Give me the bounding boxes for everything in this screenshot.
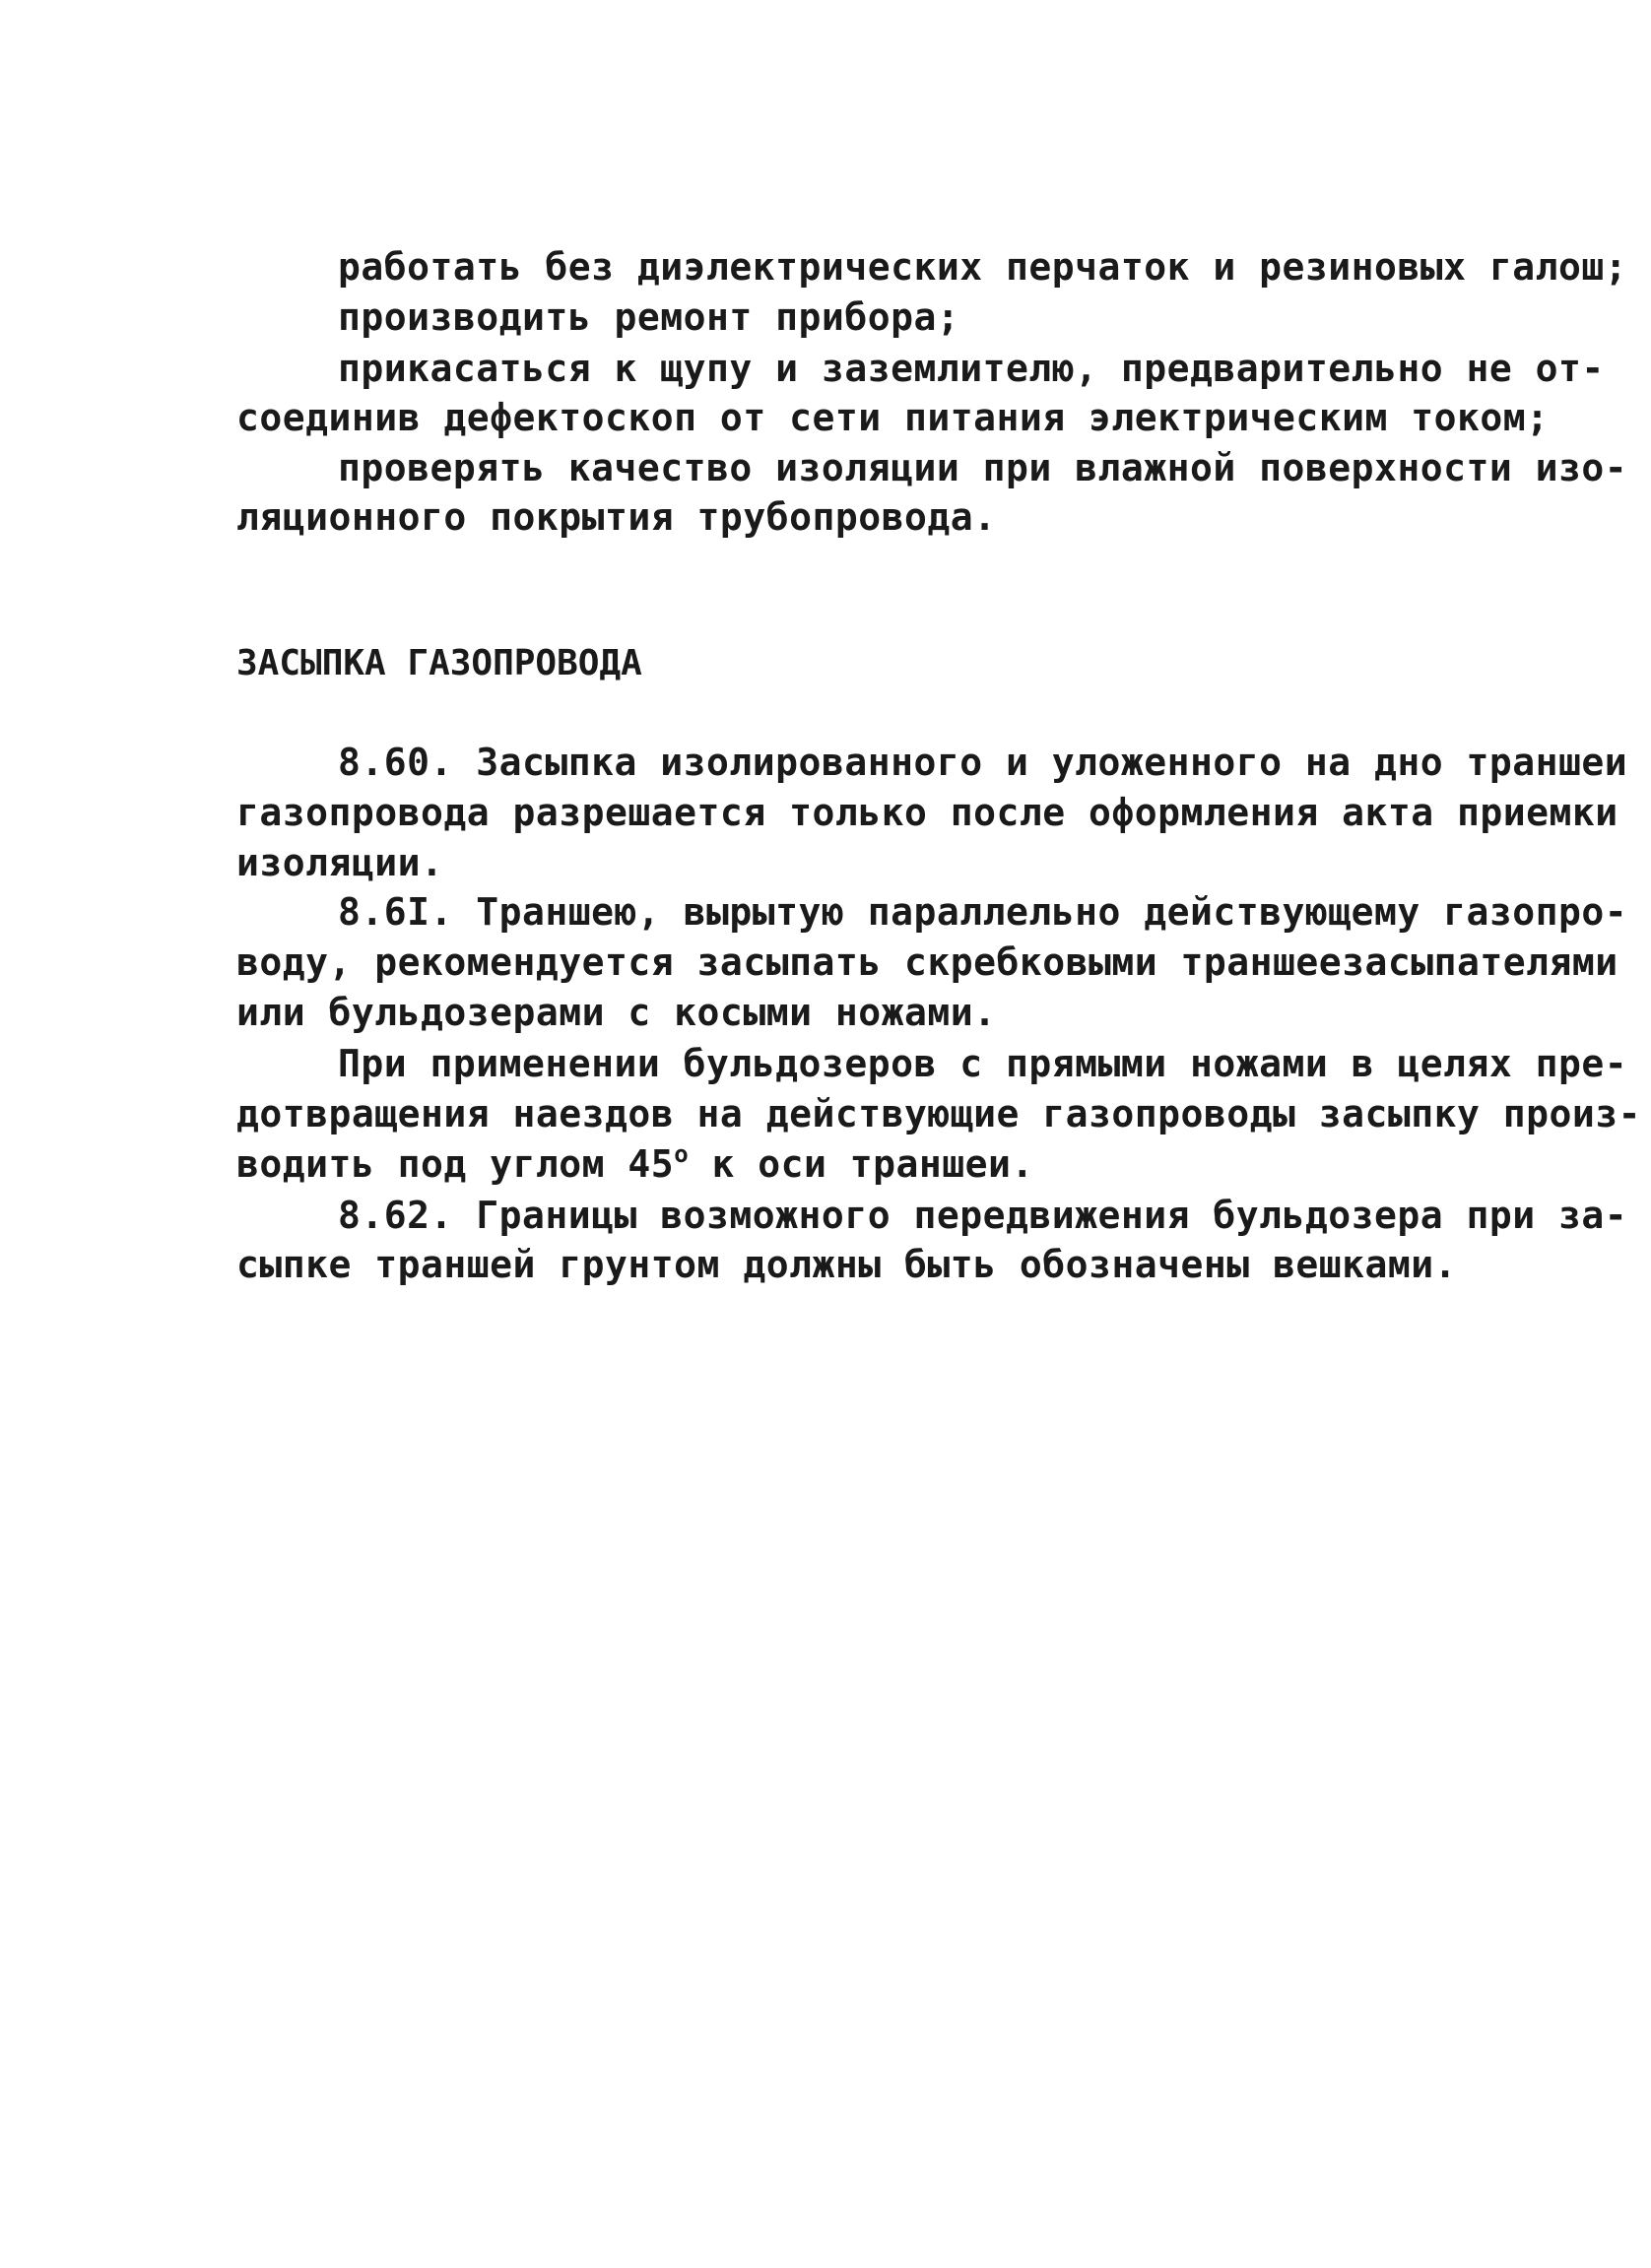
list-line-6: ляционного покрытия трубопровода. [236,495,997,539]
paragraph-line-7: При применении бульдозеров с прямыми ножами в целях пре- [338,1042,1628,1085]
list-line-2: производить ремонт прибора; [338,295,960,339]
list-line-4: соединив дефектоскоп от сети питания электрическим током; [236,396,1550,439]
list-line-5: проверять качество изоляции при влажной поверхности изо- [338,446,1628,489]
paragraph-line-8: дотвращения наездов на действующие газопроводы засыпку произ- [236,1092,1642,1135]
paragraph-line-11: сыпке траншей грунтом должны быть обозначены вешками. [236,1243,1458,1286]
list-line-1: работать без диэлектрических перчаток и резиновых галош; [338,245,1628,289]
paragraph-line-9-tail: к оси траншеи. [689,1142,1034,1186]
paragraph-line-5: воду, рекомендуется засыпать скребковыми траншеезасыпателями [236,940,1618,984]
paragraph-line-2: газопровода разрешается только после оформления акта приемки [236,791,1618,834]
section-heading: ЗАСЫПКА ГАЗОПРОВОДА [236,643,642,683]
paragraph-line-4: 8.6I. Траншею, вырытую параллельно действующему газопро- [338,890,1628,934]
paragraph-line-10: 8.62. Границы возможного передвижения бульдозера при за- [338,1194,1628,1237]
paragraph-line-1: 8.60. Засыпка изолированного и уложенного на дно траншеи [338,741,1628,784]
list-line-3: прикасаться к щупу и заземлителю, предварительно не от- [338,347,1605,390]
paragraph-line-6: или бульдозерами с косыми ножами. [236,991,997,1034]
degree-superscript: о [674,1140,690,1168]
paragraph-line-9 [236,1140,1034,1188]
paragraph-line-3: изоляции. [236,841,444,884]
paragraph-line-9-text: водить под углом 45 [236,1142,675,1186]
